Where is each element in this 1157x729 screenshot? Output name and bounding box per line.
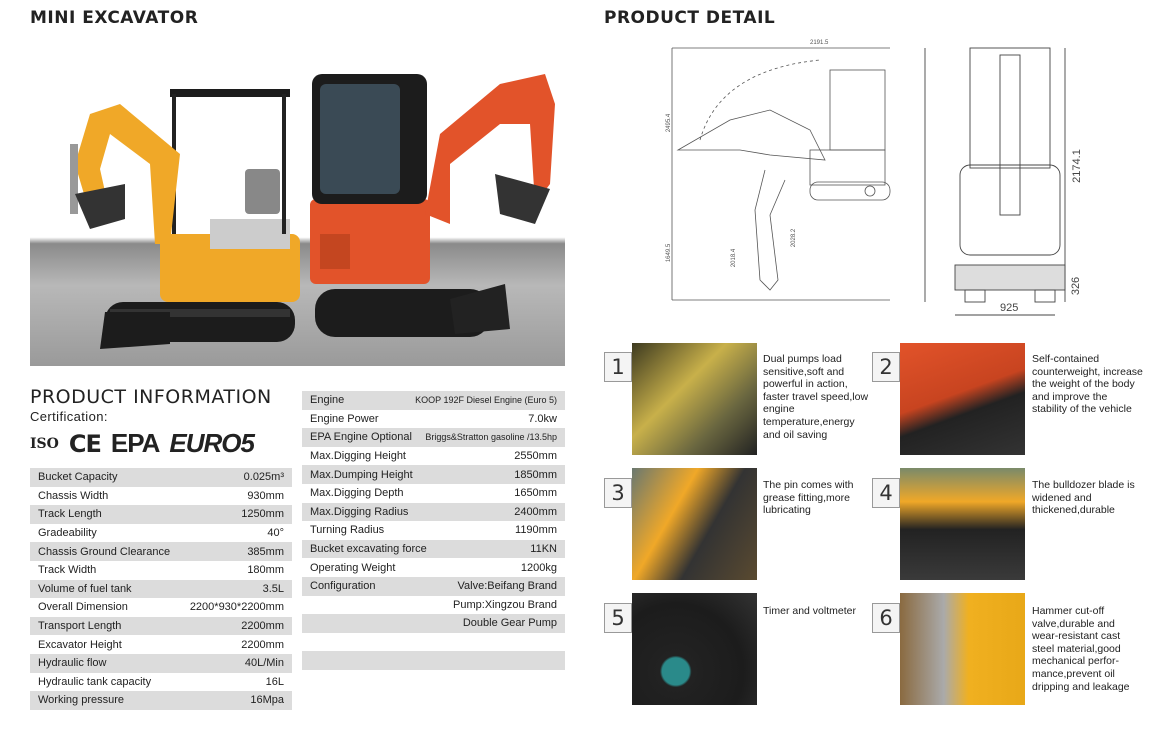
yellow-excavator [70, 89, 300, 349]
spec-row [30, 561, 292, 580]
spec-row [302, 410, 565, 429]
spec-row [302, 465, 565, 484]
spec-value: KOOP 192F Diesel Engine (Euro 5) [415, 395, 557, 406]
spec-value: 40° [267, 527, 284, 540]
feature-photo-5 [632, 593, 757, 705]
spec-value: 2550mm [514, 450, 557, 463]
spec-row [30, 468, 292, 487]
spec-table-left [30, 468, 292, 710]
spec-row [302, 447, 565, 466]
hero-photo [30, 44, 565, 366]
spec-row [30, 635, 292, 654]
spec-row [302, 391, 565, 410]
spec-value: 1850mm [514, 468, 557, 481]
spec-value: 2200mm [241, 620, 284, 633]
spec-value: 7.0kw [528, 412, 557, 425]
spec-row [30, 617, 292, 636]
spec-row [302, 540, 565, 559]
spec-key: Gradeability [38, 527, 97, 540]
spec-key: Chassis Ground Clearance [38, 545, 171, 558]
spec-key: Hydraulic flow [38, 657, 107, 670]
spec-value: 40L/Min [244, 657, 284, 670]
spec-value: 16L [265, 675, 284, 688]
feature-text-1: Dual pumps load sensitive,soft and powerful in action, faster travel speed,low engine temperature,energy and oil saving [763, 353, 869, 441]
spec-value: 0.025m³ [243, 471, 284, 484]
spec-value: 2200*930*2200mm [189, 601, 284, 614]
feature-number-6: 6 [872, 603, 900, 633]
feature-photo-2 [900, 343, 1025, 455]
certification-label: Certification: [30, 409, 108, 424]
spec-key: Max.Digging Depth [310, 487, 404, 500]
spec-value: 2200mm [241, 638, 284, 651]
spec-key: Overall Dimension [38, 601, 128, 614]
spec-row [30, 505, 292, 524]
spec-key: Max.Dumping Height [310, 468, 413, 481]
spec-row [302, 521, 565, 540]
feature-text-3: The pin comes with grease fitting,more lubricating [763, 479, 854, 517]
iso-logo: ISO [30, 435, 59, 452]
dim-d2: 2028.2 [791, 228, 798, 248]
feature-photo-3 [632, 468, 757, 580]
spec-key: Excavator Height [38, 638, 122, 651]
spec-key: Engine [310, 394, 345, 407]
spec-row [30, 673, 292, 692]
spec-key: Bucket Capacity [38, 471, 118, 484]
spec-row [302, 633, 565, 652]
spec-table-right [302, 391, 565, 670]
spec-value: 1650mm [514, 487, 557, 500]
spec-row [30, 598, 292, 617]
spec-key: Track Length [38, 508, 102, 521]
spec-value: 2400mm [514, 505, 557, 518]
spec-key: Volume of fuel tank [38, 582, 132, 595]
dim-height-1: 2495.4 [666, 113, 673, 133]
spec-key: Operating Weight [310, 561, 396, 574]
euro5-logo: EURO5 [169, 428, 254, 458]
dim-front-ground: 326 [1070, 276, 1083, 296]
spec-value: Double Gear Pump [462, 617, 557, 630]
spec-row [302, 614, 565, 633]
spec-key: Max.Digging Radius [310, 505, 409, 518]
front-view-drawing [915, 40, 1095, 320]
feature-photo-1 [632, 343, 757, 455]
spec-row [30, 542, 292, 561]
dim-front-height: 2174.1 [1070, 149, 1083, 183]
side-view-drawing [660, 40, 900, 312]
dim-top-width: 2191.5 [810, 40, 829, 46]
feature-photo-6 [900, 593, 1025, 705]
spec-value: 16Mpa [250, 694, 284, 707]
spec-key: Working pressure [38, 694, 124, 707]
feature-number-1: 1 [604, 352, 632, 382]
spec-key: EPA Engine Optional [310, 431, 412, 444]
feature-text-6: Hammer cut-off valve,durable and wear-resistant cast steel material,good mechanical perfor-mance,prevent oil dripping and leakage [1032, 605, 1130, 693]
spec-row [302, 503, 565, 522]
right-title: PRODUCT DETAIL [604, 8, 776, 28]
spec-row [302, 428, 565, 447]
spec-key: Configuration [310, 580, 376, 593]
spec-row [30, 524, 292, 543]
feature-text-5: Timer and voltmeter [763, 605, 856, 617]
spec-value: 11KN [530, 543, 557, 556]
orange-excavator [310, 74, 555, 337]
feature-text-4: The bulldozer blade is widened and thickened,durable [1032, 479, 1135, 517]
spec-value: 385mm [247, 545, 284, 558]
epa-logo: EPA [110, 428, 160, 458]
spec-value: 1200kg [520, 561, 557, 574]
spec-key: Engine Power [310, 412, 379, 425]
spec-key: Chassis Width [38, 489, 109, 502]
left-title: MINI EXCAVATOR [30, 8, 199, 28]
spec-row [302, 596, 565, 615]
spec-row [30, 487, 292, 506]
feature-number-5: 5 [604, 603, 632, 633]
feature-photo-4 [900, 468, 1025, 580]
spec-key: Max.Digging Height [310, 450, 406, 463]
spec-value: Pump:Xingzou Brand [453, 598, 557, 611]
spec-value: 1250mm [241, 508, 284, 521]
feature-number-3: 3 [604, 478, 632, 508]
spec-row [302, 558, 565, 577]
feature-number-2: 2 [872, 352, 900, 382]
spec-row [302, 577, 565, 596]
spec-key: Turning Radius [310, 524, 385, 537]
spec-row [30, 654, 292, 673]
spec-value: Briggs&Stratton gasoline /13.5hp [425, 432, 557, 443]
spec-key: Track Width [38, 564, 97, 577]
product-info-title: PRODUCT INFORMATION [30, 386, 272, 408]
certification-logos [30, 428, 254, 459]
spec-value: 180mm [247, 564, 284, 577]
spec-value: 3.5L [262, 582, 284, 595]
dim-height-2: 1649.5 [666, 243, 673, 263]
excavators-illustration [30, 44, 565, 366]
spec-key: Bucket excavating force [310, 543, 427, 556]
spec-row [302, 651, 565, 670]
feature-number-4: 4 [872, 478, 900, 508]
spec-value: Valve:Beifang Brand [457, 580, 557, 593]
spec-key: Transport Length [38, 620, 122, 633]
feature-text-2: Self-contained counterweight, increase the weight of the body and improve the stability of the vehicle [1032, 353, 1143, 416]
spec-value: 1190mm [515, 524, 557, 537]
spec-row [30, 691, 292, 710]
spec-row [302, 484, 565, 503]
ce-logo: CE [68, 429, 101, 458]
dim-d1: 2018.4 [731, 248, 738, 268]
spec-key: Hydraulic tank capacity [38, 675, 152, 688]
dim-front-width: 925 [1000, 302, 1019, 314]
spec-value: 930mm [247, 489, 284, 502]
spec-row [30, 580, 292, 599]
